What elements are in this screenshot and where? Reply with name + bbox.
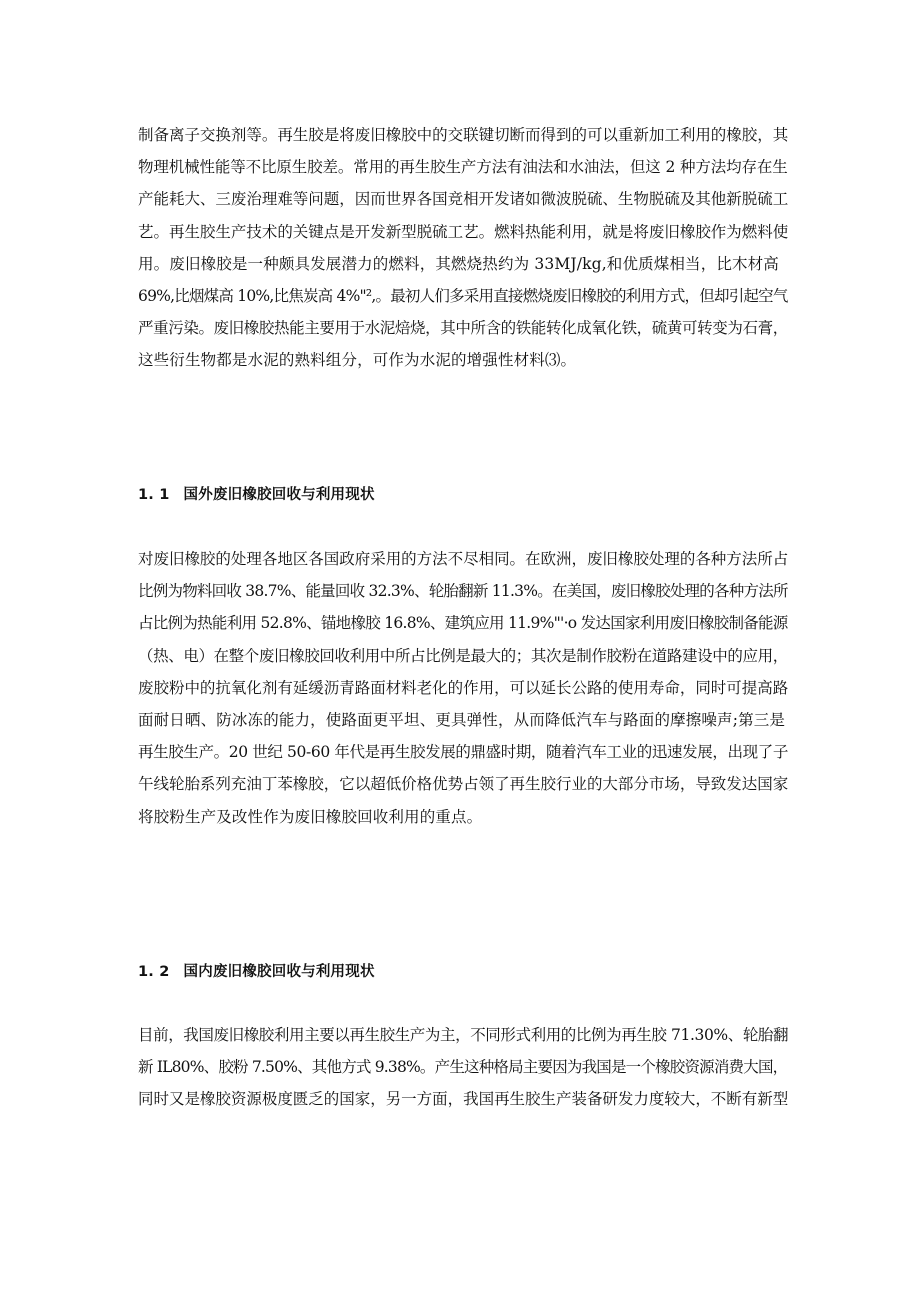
text-line: 目前，我国废旧橡胶利用主要以再生胶生产为主，不同形式利用的比例为再生胶 71.30%、轮胎翻 bbox=[138, 1026, 789, 1044]
text-line: 物理机械性能等不比原生胶差。常用的再生胶生产方法有油法和水油法，但这 2 种方法均存在生 bbox=[138, 158, 788, 177]
text-line: 69%,比烟煤高 10%,比焦炭高 4%"²,。最初人们多采用直接燃烧废旧橡胶的利用方式，但却引起空气 bbox=[138, 287, 788, 306]
text-line: 对废旧橡胶的处理各地区各国政府采用的方法不尽相同。在欧洲，废旧橡胶处理的各种方法所占 bbox=[138, 550, 789, 568]
section-heading-1-2 bbox=[138, 962, 375, 982]
text-line: 严重污染。废旧橡胶热能主要用于水泥焙烧，其中所含的铁能转化成氧化铁，硫黄可转变为石膏， bbox=[138, 319, 788, 338]
text-line: 午线轮胎系列充油丁苯橡胶，它以超低价格优势占领了再生胶行业的大部分市场，导致发达国家 bbox=[138, 775, 789, 794]
text-line: 再生胶生产。20 世纪 50-60 年代是再生胶发展的鼎盛时期，随着汽车工业的迅速发展，出现了子 bbox=[138, 743, 788, 762]
paragraph-foreign-status bbox=[138, 543, 790, 833]
text-line: 制备离子交换剂等。再生胶是将废旧橡胶中的交联键切断而得到的可以重新加工利用的橡胶，其 bbox=[138, 126, 789, 144]
text-line: 新 IL80%、胶粉 7.50%、其他方式 9.38%。产生这种格局主要因为我国是一个橡胶资源消费大国， bbox=[138, 1058, 788, 1077]
text-line: 比例为物料回收 38.7%、能量回收 32.3%、轮胎翻新 11.3%。在美国，废旧橡胶处理的各种方法所 bbox=[138, 582, 788, 601]
section-number: 1. 2 bbox=[138, 964, 170, 980]
text-line: 艺。再生胶生产技术的关键点是开发新型脱硫工艺。燃料热能利用，就是将废旧橡胶作为燃料使 bbox=[138, 222, 789, 241]
text-line: 这些衍生物都是水泥的熟料组分，可作为水泥的增强性材料⑶。 bbox=[138, 351, 577, 370]
paragraph-domestic-status bbox=[138, 1019, 790, 1116]
text-line: 面耐日晒、防冰冻的能力，使路面更平坦、更具弹性，从而降低汽车与路面的摩擦噪声;第三是 bbox=[138, 711, 786, 730]
text-line: 同时又是橡胶资源极度匮乏的国家，另一方面，我国再生胶生产装备研发力度较大，不断有新型 bbox=[138, 1090, 789, 1109]
section-number: 1. 1 bbox=[138, 487, 170, 503]
text-line: （热、电）在整个废旧橡胶回收利用中所占比例是最大的；其次是制作胶粉在道路建设中的应用， bbox=[138, 646, 788, 665]
text-line: 将胶粉生产及改性作为废旧橡胶回收利用的重点。 bbox=[138, 807, 483, 826]
text-line: 废胶粉中的抗氧化剂有延缓沥青路面材料老化的作用，可以延长公路的使用寿命，同时可提高路 bbox=[138, 678, 789, 697]
section-title: 国外废旧橡胶回收与利用现状 bbox=[183, 487, 375, 503]
section-title: 国内废旧橡胶回收与利用现状 bbox=[183, 964, 375, 980]
section-heading-1-1 bbox=[138, 485, 375, 505]
paragraph-waste-rubber-uses bbox=[138, 119, 790, 377]
text-line: 产能耗大、三废治理难等问题，因而世界各国竞相开发诸如微波脱硫、生物脱硫及其他新脱硫工 bbox=[138, 190, 789, 209]
text-line: 占比例为热能利用 52.8%、锚地橡胶 16.8%、建筑应用 11.9%"'·o 发达国家利用废旧橡胶制备能源 bbox=[138, 614, 788, 633]
text-line: 用。废旧橡胶是一种颇具发展潜力的燃料，其燃烧热约为 33MJ/kg,和优质煤相当，比木材高 bbox=[138, 254, 779, 273]
